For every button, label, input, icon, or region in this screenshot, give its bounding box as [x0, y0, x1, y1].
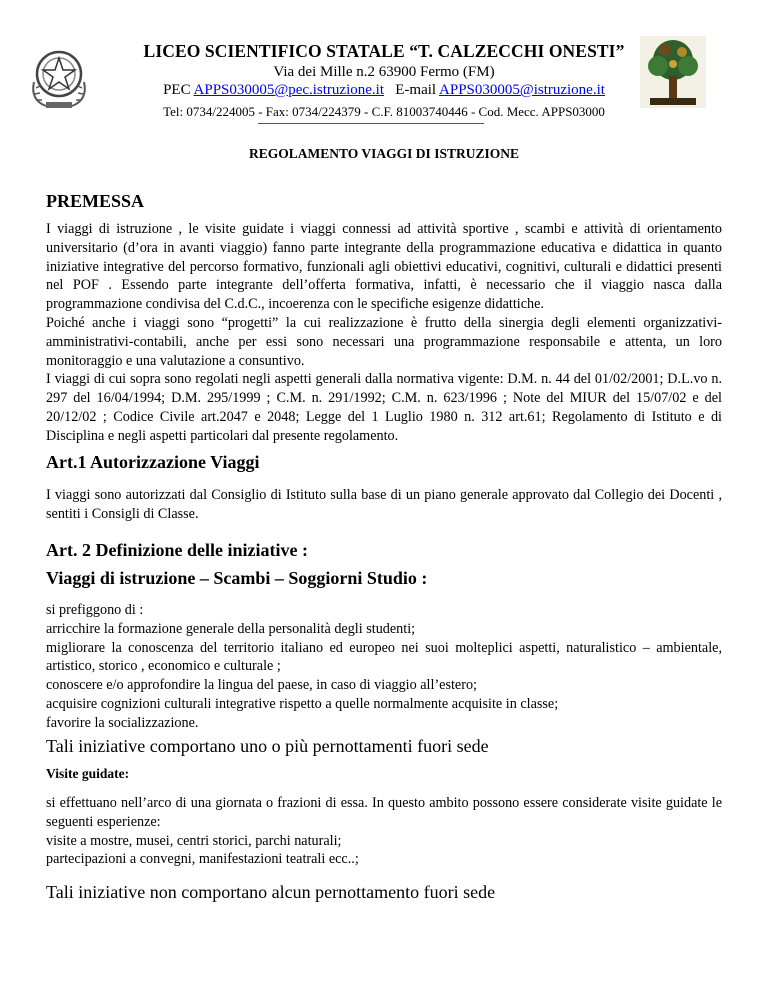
- visite-heading: Visite guidate:: [46, 766, 130, 781]
- overnight-note: Tali iniziative comportano uno o più pernottamenti fuori sede: [46, 736, 489, 756]
- premessa-body: [46, 220, 722, 446]
- no-overnight-note: Tali iniziative non comportano alcun pernottamento fuori sede: [46, 882, 496, 902]
- premessa-paragraph: I viaggi di istruzione , le visite guidate i viaggi connessi ad attività sportive , scambi e attività di orientamento universitario (d’ora in avanti viaggio) fanno parte integrante della programmazione educativa e didattica in quanto iniziative integrative del percorso formativo, funzionali agli obiettivi educativi, cognitivi, culturali e didattici presenti nel POF . Essendo parte integrante dell’offerta formativa, infatti, è necessario che il viaggio nasca dalla programmazione condivisa del C.d.C., incoerenza con le specifiche esigenze didattiche.: [46, 221, 722, 313]
- list-item: visite a mostre, musei, centri storici, parchi naturali;: [46, 832, 342, 849]
- viaggi-list: [46, 601, 722, 733]
- list-item: arricchire la formazione generale della personalità degli studenti;: [46, 620, 416, 637]
- email-label: E-mail: [395, 82, 437, 98]
- premessa-heading: PREMESSA: [46, 191, 145, 211]
- email-line: [0, 82, 768, 99]
- art1-body: [46, 486, 722, 524]
- list-item: si effettuano nell’arco di una giornata o frazioni di essa. In questo ambito possono essere considerate visite guidate le seguenti esperienze:: [46, 795, 722, 830]
- pec-label: PEC: [163, 82, 191, 98]
- list-item: migliorare la conoscenza del territorio italiano ed europeo nei suoi molteplici aspetti, naturalistico – ambientale, artistico, storico , economico e culturale ;: [46, 639, 722, 675]
- contacts-line: Tel: 0734/224005 - Fax: 0734/224379 - C.F. 81003740446 - Cod. Mecc. APPS03000: [163, 104, 605, 119]
- school-name: LICEO SCIENTIFICO STATALE “T. CALZECCHI ONESTI”: [143, 41, 625, 61]
- document-title: REGOLAMENTO VIAGGI DI ISTRUZIONE: [249, 146, 519, 161]
- art1-heading: Art.1 Autorizzazione Viaggi: [46, 452, 260, 472]
- art2-heading: Art. 2 Definizione delle iniziative :: [46, 540, 308, 560]
- art1-text: I viaggi sono autorizzati dal Consiglio di Istituto sulla base di un piano generale approvato dal Collegio dei Docenti , sentiti i Consigli di Classe.: [46, 487, 722, 522]
- email-link[interactable]: APPS030005@istruzione.it: [439, 82, 605, 98]
- list-item: si prefiggono di :: [46, 602, 144, 618]
- premessa-paragraph: Poiché anche i viaggi sono “progetti” la cui realizzazione è frutto della sinergia degli elementi organizzativi-amministrativi-contabili, anche per essi sono necessari una programmazione responsabile e attenta, un loro monitoraggio e una valutazione a consuntivo.: [46, 314, 722, 369]
- list-item: partecipazioni a convegni, manifestazioni teatrali ecc..;: [46, 851, 359, 868]
- viaggi-subheading: Viaggi di istruzione – Scambi – Soggiorni Studio :: [46, 568, 428, 588]
- pec-email-link[interactable]: APPS030005@pec.istruzione.it: [193, 82, 384, 98]
- header-divider: [258, 123, 484, 124]
- list-item: acquisire cognizioni culturali integrative rispetto a quelle normalmente acquisite in classe;: [46, 695, 559, 712]
- list-item: conoscere e/o approfondire la lingua del paese, in caso di viaggio all’estero;: [46, 677, 477, 694]
- premessa-paragraph: I viaggi di cui sopra sono regolati negli aspetti generali dalla normativa vigente: D.M. n. 44 del 01/02/2001; D.L.vo n. 297 del 16/04/1994; D.M. 295/1999 ; C.M. n. 291/1992; C.M. n. 623/1996 ; Note del MIUR del 15/07/02 e del 20/12/02 ; Codice Civile art.2047 e 2048; Legge del 1 Luglio 1980 n. 312 art.61; Regolamento di Istituto e di Disciplina e negli aspetti particolari dal presente regolamento.: [46, 371, 722, 444]
- list-item: favorire la socializzazione.: [46, 714, 199, 731]
- visite-list: [46, 794, 722, 869]
- school-address: Via dei Mille n.2 63900 Fermo (FM): [273, 64, 495, 80]
